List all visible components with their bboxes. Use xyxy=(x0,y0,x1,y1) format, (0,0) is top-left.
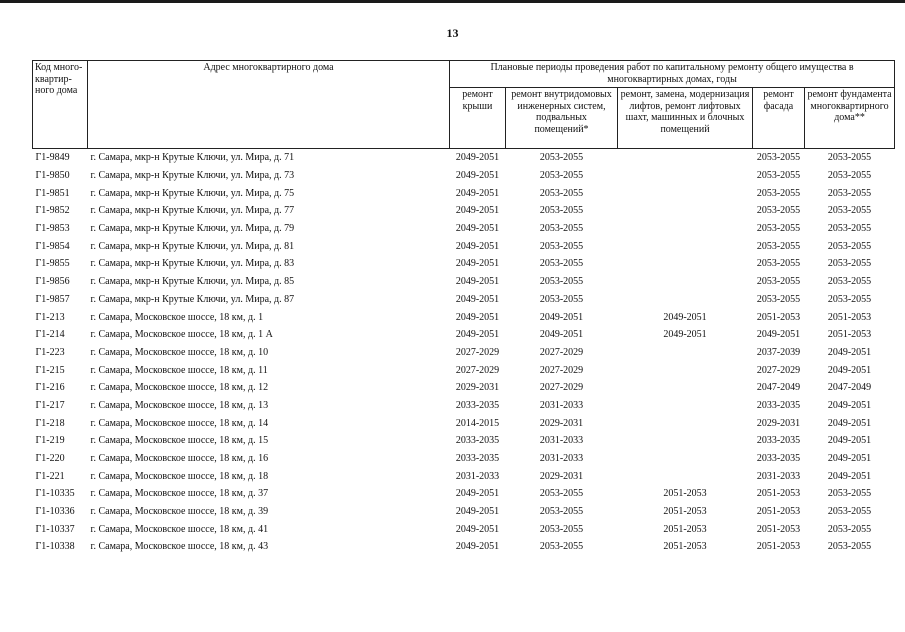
table-row xyxy=(33,344,895,362)
cell-roof: 2049-2051 xyxy=(455,523,500,535)
cell-address: г. Самара, мкр-н Крутые Ключи, ул. Мира, д. 87 xyxy=(90,293,295,305)
cell-foundation: 2053-2055 xyxy=(827,205,872,217)
cell-code: Г1-223 xyxy=(35,346,65,358)
cell-code: Г1-216 xyxy=(35,382,65,394)
cell-foundation: 2053-2055 xyxy=(827,541,872,553)
table-row xyxy=(33,273,895,291)
cell-code: Г1-10337 xyxy=(35,523,75,535)
cell-systems: 2049-2051 xyxy=(539,311,584,323)
cell-lifts xyxy=(618,414,753,432)
table-row xyxy=(33,202,895,220)
table-row xyxy=(33,220,895,238)
table-row xyxy=(33,397,895,415)
cell-foundation: 2053-2055 xyxy=(827,240,872,252)
cell-code: Г1-9852 xyxy=(35,205,70,217)
cell-address: г. Самара, Московское шоссе, 18 км, д. 15 xyxy=(90,435,269,447)
cell-roof: 2049-2051 xyxy=(455,152,500,164)
cell-roof: 2033-2035 xyxy=(455,435,500,447)
cell-roof: 2014-2015 xyxy=(455,417,500,429)
cell-code: Г1-9855 xyxy=(35,258,70,270)
cell-code: Г1-215 xyxy=(35,364,65,376)
cell-lifts xyxy=(618,149,753,167)
cell-systems: 2029-2031 xyxy=(539,417,584,429)
cell-systems: 2031-2033 xyxy=(539,399,584,411)
header-plan-periods: Плановые периоды проведения работ по капитальному ремонту общего имущества в многоквартирных домах, годы xyxy=(450,61,895,88)
cell-code: Г1-9853 xyxy=(35,223,70,235)
cell-code: Г1-218 xyxy=(35,417,65,429)
cell-facade: 2051-2053 xyxy=(756,488,801,500)
cell-foundation: 2049-2051 xyxy=(827,470,872,482)
cell-facade: 2051-2053 xyxy=(756,541,801,553)
cell-lifts xyxy=(618,467,753,485)
cell-facade: 2027-2029 xyxy=(756,364,801,376)
cell-systems: 2027-2029 xyxy=(539,382,584,394)
cell-systems: 2053-2055 xyxy=(539,293,584,305)
table-row xyxy=(33,308,895,326)
cell-code: Г1-9856 xyxy=(35,276,70,288)
cell-facade: 2053-2055 xyxy=(756,205,801,217)
cell-facade: 2033-2035 xyxy=(756,435,801,447)
cell-facade: 2051-2053 xyxy=(756,523,801,535)
cell-address: г. Самара, Московское шоссе, 18 км, д. 18 xyxy=(90,470,269,482)
cell-systems: 2053-2055 xyxy=(539,258,584,270)
cell-address: г. Самара, Московское шоссе, 18 км, д. 39 xyxy=(90,506,269,518)
cell-roof: 2033-2035 xyxy=(455,453,500,465)
table-row xyxy=(33,167,895,185)
cell-facade: 2037-2039 xyxy=(756,346,801,358)
cell-systems: 2029-2031 xyxy=(539,470,584,482)
cell-systems: 2053-2055 xyxy=(539,488,584,500)
header-address: Адрес многоквартирного дома xyxy=(88,61,450,149)
table-row xyxy=(33,467,895,485)
cell-facade: 2051-2053 xyxy=(756,506,801,518)
cell-address: г. Самара, мкр-н Крутые Ключи, ул. Мира, д. 75 xyxy=(90,187,295,199)
cell-roof: 2049-2051 xyxy=(455,205,500,217)
cell-code: Г1-221 xyxy=(35,470,65,482)
cell-code: Г1-217 xyxy=(35,399,65,411)
cell-facade: 2031-2033 xyxy=(756,470,801,482)
header-facade: ремонт фасада xyxy=(753,88,805,149)
cell-systems: 2053-2055 xyxy=(539,205,584,217)
cell-address: г. Самара, Московское шоссе, 18 км, д. 43 xyxy=(90,541,269,553)
cell-lifts: 2051-2053 xyxy=(663,523,707,535)
capital-repair-table xyxy=(32,60,895,556)
cell-lifts xyxy=(618,344,753,362)
cell-roof: 2027-2029 xyxy=(455,346,500,358)
cell-roof: 2049-2051 xyxy=(455,240,500,252)
page-number: 13 xyxy=(446,26,459,40)
cell-address: г. Самара, Московское шоссе, 18 км, д. 10 xyxy=(90,346,269,358)
cell-lifts xyxy=(618,202,753,220)
cell-facade: 2053-2055 xyxy=(756,258,801,270)
cell-code: Г1-9849 xyxy=(35,152,70,164)
table-row xyxy=(33,379,895,397)
cell-code: Г1-214 xyxy=(35,329,65,341)
table-row xyxy=(33,520,895,538)
table-row xyxy=(33,414,895,432)
cell-systems: 2049-2051 xyxy=(539,329,584,341)
cell-address: г. Самара, Московское шоссе, 18 км, д. 1 А xyxy=(90,329,273,341)
cell-systems: 2053-2055 xyxy=(539,523,584,535)
cell-foundation: 2047-2049 xyxy=(827,382,872,394)
cell-lifts: 2051-2053 xyxy=(663,488,707,500)
cell-lifts xyxy=(618,379,753,397)
cell-roof: 2049-2051 xyxy=(455,187,500,199)
cell-address: г. Самара, Московское шоссе, 18 км, д. 11 xyxy=(90,364,268,376)
cell-roof: 2027-2029 xyxy=(455,364,500,376)
cell-lifts xyxy=(618,255,753,273)
cell-roof: 2049-2051 xyxy=(455,170,500,182)
cell-roof: 2049-2051 xyxy=(455,258,500,270)
cell-systems: 2027-2029 xyxy=(539,364,584,376)
cell-lifts xyxy=(618,273,753,291)
cell-facade: 2053-2055 xyxy=(756,276,801,288)
cell-address: г. Самара, мкр-н Крутые Ключи, ул. Мира, д. 71 xyxy=(90,152,295,164)
cell-roof: 2049-2051 xyxy=(455,293,500,305)
cell-roof: 2031-2033 xyxy=(455,470,500,482)
table-row xyxy=(33,432,895,450)
cell-systems: 2053-2055 xyxy=(539,223,584,235)
cell-systems: 2053-2055 xyxy=(539,187,584,199)
cell-systems: 2053-2055 xyxy=(539,240,584,252)
cell-foundation: 2053-2055 xyxy=(827,276,872,288)
cell-lifts xyxy=(618,167,753,185)
cell-facade: 2049-2051 xyxy=(756,329,801,341)
table-row xyxy=(33,485,895,503)
cell-foundation: 2053-2055 xyxy=(827,187,872,199)
table-row xyxy=(33,361,895,379)
cell-address: г. Самара, Московское шоссе, 18 км, д. 13 xyxy=(90,399,269,411)
cell-lifts: 2049-2051 xyxy=(663,329,707,341)
cell-foundation: 2049-2051 xyxy=(827,435,872,447)
cell-foundation: 2053-2055 xyxy=(827,488,872,500)
cell-systems: 2053-2055 xyxy=(539,152,584,164)
cell-facade: 2033-2035 xyxy=(756,453,801,465)
header-roof: ремонт крыши xyxy=(450,88,506,149)
cell-lifts xyxy=(618,361,753,379)
cell-code: Г1-9850 xyxy=(35,170,70,182)
cell-code: Г1-219 xyxy=(35,435,65,447)
cell-systems: 2053-2055 xyxy=(539,170,584,182)
cell-address: г. Самара, Московское шоссе, 18 км, д. 41 xyxy=(90,523,269,535)
table-row xyxy=(33,255,895,273)
header-foundation: ремонт фундамента многоквартирного дома** xyxy=(805,88,895,149)
cell-facade: 2053-2055 xyxy=(756,170,801,182)
table-row xyxy=(33,291,895,309)
cell-code: Г1-213 xyxy=(35,311,65,323)
header-code: Код много-квартир-ного дома xyxy=(33,61,88,149)
cell-systems: 2027-2029 xyxy=(539,346,584,358)
cell-address: г. Самара, Московское шоссе, 18 км, д. 1 xyxy=(90,311,264,323)
cell-systems: 2053-2055 xyxy=(539,276,584,288)
cell-address: г. Самара, Московское шоссе, 18 км, д. 37 xyxy=(90,488,269,500)
cell-roof: 2049-2051 xyxy=(455,311,500,323)
cell-code: Г1-10338 xyxy=(35,541,75,553)
cell-address: г. Самара, мкр-н Крутые Ключи, ул. Мира, д. 77 xyxy=(90,205,295,217)
header-systems: ремонт внутридомовых инженерных систем, подвальных помещений* xyxy=(506,88,618,149)
cell-code: Г1-10336 xyxy=(35,506,75,518)
cell-foundation: 2051-2053 xyxy=(827,311,872,323)
cell-roof: 2033-2035 xyxy=(455,399,500,411)
cell-facade: 2053-2055 xyxy=(756,187,801,199)
cell-foundation: 2049-2051 xyxy=(827,417,872,429)
cell-systems: 2031-2033 xyxy=(539,453,584,465)
cell-foundation: 2053-2055 xyxy=(827,258,872,270)
cell-facade: 2029-2031 xyxy=(756,417,801,429)
cell-address: г. Самара, мкр-н Крутые Ключи, ул. Мира, д. 83 xyxy=(90,258,295,270)
table-row xyxy=(33,184,895,202)
cell-address: г. Самара, Московское шоссе, 18 км, д. 16 xyxy=(90,453,269,465)
cell-foundation: 2053-2055 xyxy=(827,293,872,305)
cell-address: г. Самара, мкр-н Крутые Ключи, ул. Мира, д. 81 xyxy=(90,240,295,252)
cell-code: Г1-9857 xyxy=(35,293,70,305)
cell-facade: 2053-2055 xyxy=(756,240,801,252)
table-row xyxy=(33,149,895,167)
cell-foundation: 2053-2055 xyxy=(827,170,872,182)
cell-foundation: 2049-2051 xyxy=(827,346,872,358)
page-top-border xyxy=(0,0,905,3)
cell-foundation: 2049-2051 xyxy=(827,399,872,411)
cell-foundation: 2053-2055 xyxy=(827,223,872,235)
cell-lifts xyxy=(618,432,753,450)
cell-address: г. Самара, мкр-н Крутые Ключи, ул. Мира, д. 73 xyxy=(90,170,295,182)
cell-roof: 2029-2031 xyxy=(455,382,500,394)
cell-lifts xyxy=(618,220,753,238)
cell-foundation: 2049-2051 xyxy=(827,364,872,376)
cell-foundation: 2053-2055 xyxy=(827,523,872,535)
cell-facade: 2053-2055 xyxy=(756,152,801,164)
cell-lifts: 2049-2051 xyxy=(663,311,707,323)
cell-facade: 2047-2049 xyxy=(756,382,801,394)
cell-address: г. Самара, Московское шоссе, 18 км, д. 12 xyxy=(90,382,269,394)
cell-code: Г1-9851 xyxy=(35,187,70,199)
cell-lifts: 2051-2053 xyxy=(663,541,707,553)
cell-roof: 2049-2051 xyxy=(455,506,500,518)
cell-address: г. Самара, Московское шоссе, 18 км, д. 14 xyxy=(90,417,269,429)
cell-roof: 2049-2051 xyxy=(455,541,500,553)
table-row xyxy=(33,538,895,556)
table-row xyxy=(33,326,895,344)
cell-lifts xyxy=(618,450,753,468)
cell-roof: 2049-2051 xyxy=(455,329,500,341)
cell-foundation: 2053-2055 xyxy=(827,152,872,164)
cell-facade: 2053-2055 xyxy=(756,293,801,305)
cell-facade: 2053-2055 xyxy=(756,223,801,235)
cell-systems: 2031-2033 xyxy=(539,435,584,447)
cell-lifts: 2051-2053 xyxy=(663,506,707,518)
cell-roof: 2049-2051 xyxy=(455,488,500,500)
cell-systems: 2053-2055 xyxy=(539,506,584,518)
cell-lifts xyxy=(618,291,753,309)
table-row xyxy=(33,237,895,255)
cell-systems: 2053-2055 xyxy=(539,541,584,553)
cell-foundation: 2053-2055 xyxy=(827,506,872,518)
cell-foundation: 2051-2053 xyxy=(827,329,872,341)
cell-lifts xyxy=(618,184,753,202)
table-row xyxy=(33,503,895,521)
cell-code: Г1-9854 xyxy=(35,240,70,252)
cell-lifts xyxy=(618,237,753,255)
cell-roof: 2049-2051 xyxy=(455,276,500,288)
table-body xyxy=(33,149,895,556)
cell-facade: 2051-2053 xyxy=(756,311,801,323)
cell-code: Г1-220 xyxy=(35,453,65,465)
cell-lifts xyxy=(618,397,753,415)
cell-address: г. Самара, мкр-н Крутые Ключи, ул. Мира, д. 79 xyxy=(90,223,295,235)
cell-facade: 2033-2035 xyxy=(756,399,801,411)
cell-roof: 2049-2051 xyxy=(455,223,500,235)
cell-foundation: 2049-2051 xyxy=(827,453,872,465)
cell-address: г. Самара, мкр-н Крутые Ключи, ул. Мира, д. 85 xyxy=(90,276,295,288)
cell-code: Г1-10335 xyxy=(35,488,75,500)
table-row xyxy=(33,450,895,468)
header-lifts: ремонт, замена, модернизация лифтов, ремонт лифтовых шахт, машинных и блочных помещений xyxy=(618,88,753,149)
